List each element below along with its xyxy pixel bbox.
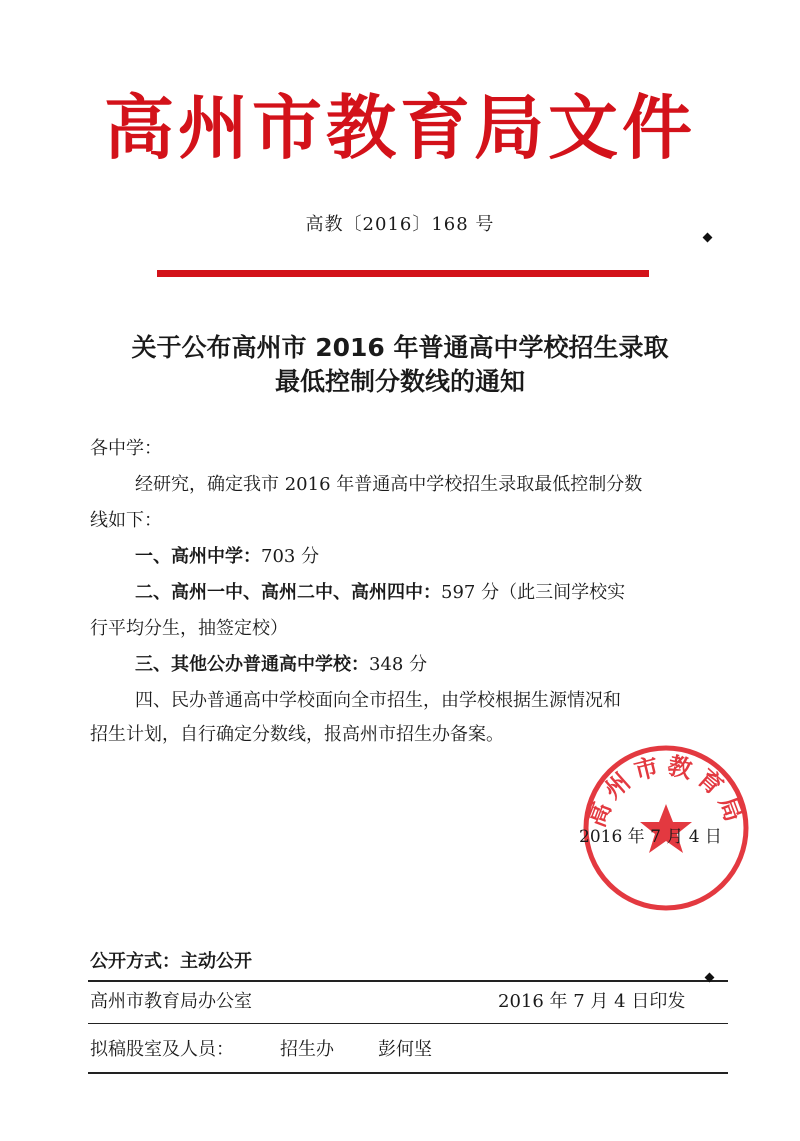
- score-item-2: [135, 580, 625, 606]
- red-separator-rule: [157, 270, 649, 277]
- drafter-name: 彭何坚: [378, 1039, 432, 1060]
- score-item-2-label: 二、高州一中、高州二中、高州四中：: [135, 582, 441, 603]
- seal-text: 高州市教育局: [582, 751, 750, 831]
- signature-date: 2016 年 7 月 4 日: [579, 827, 722, 847]
- issue-date: 2016 年 7 月 4 日印发: [498, 991, 686, 1012]
- score-item-1: [135, 544, 319, 570]
- footer-rule-top: [88, 980, 728, 982]
- score-item-4-line2: 招生计划，自行确定分数线，报高州市招生办备案。: [90, 724, 504, 745]
- disclosure-method: 公开方式：主动公开: [90, 951, 252, 972]
- footer-rule-middle: [88, 1023, 728, 1024]
- intro-line-1: 经研究，确定我市 2016 年普通高中学校招生录取最低控制分数: [135, 474, 643, 495]
- score-item-3-value: 348 分: [369, 654, 428, 675]
- score-item-3-label: 三、其他公办普通高中学校：: [135, 654, 369, 675]
- footer-rule-bottom: [88, 1072, 728, 1074]
- header-title: 高州市教育局文件: [104, 86, 696, 169]
- score-item-3: [135, 652, 427, 678]
- document-number: 高教〔2016〕168 号: [305, 214, 495, 235]
- score-item-1-value: 703 分: [261, 546, 320, 567]
- document-title-line2: 最低控制分数线的通知: [274, 367, 525, 396]
- score-item-1-label: 一、高州中学：: [135, 546, 261, 567]
- salutation: 各中学：: [90, 438, 162, 459]
- score-item-4-line1: 四、民办普通高中学校面向全市招生，由学校根据生源情况和: [135, 690, 621, 711]
- issuer-office: 高州市教育局办公室: [90, 991, 252, 1012]
- document-title-line1: 关于公布高州市 2016 年普通高中学校招生录取: [131, 333, 669, 362]
- drafter-office: 招生办: [280, 1039, 334, 1060]
- score-item-2-continued: 行平均分生，抽签定校）: [90, 618, 288, 639]
- intro-line-2: 线如下：: [90, 510, 162, 531]
- drafter-label: 拟稿股室及人员：: [90, 1039, 234, 1060]
- score-item-2-value: 597 分（此三间学校实: [441, 582, 626, 603]
